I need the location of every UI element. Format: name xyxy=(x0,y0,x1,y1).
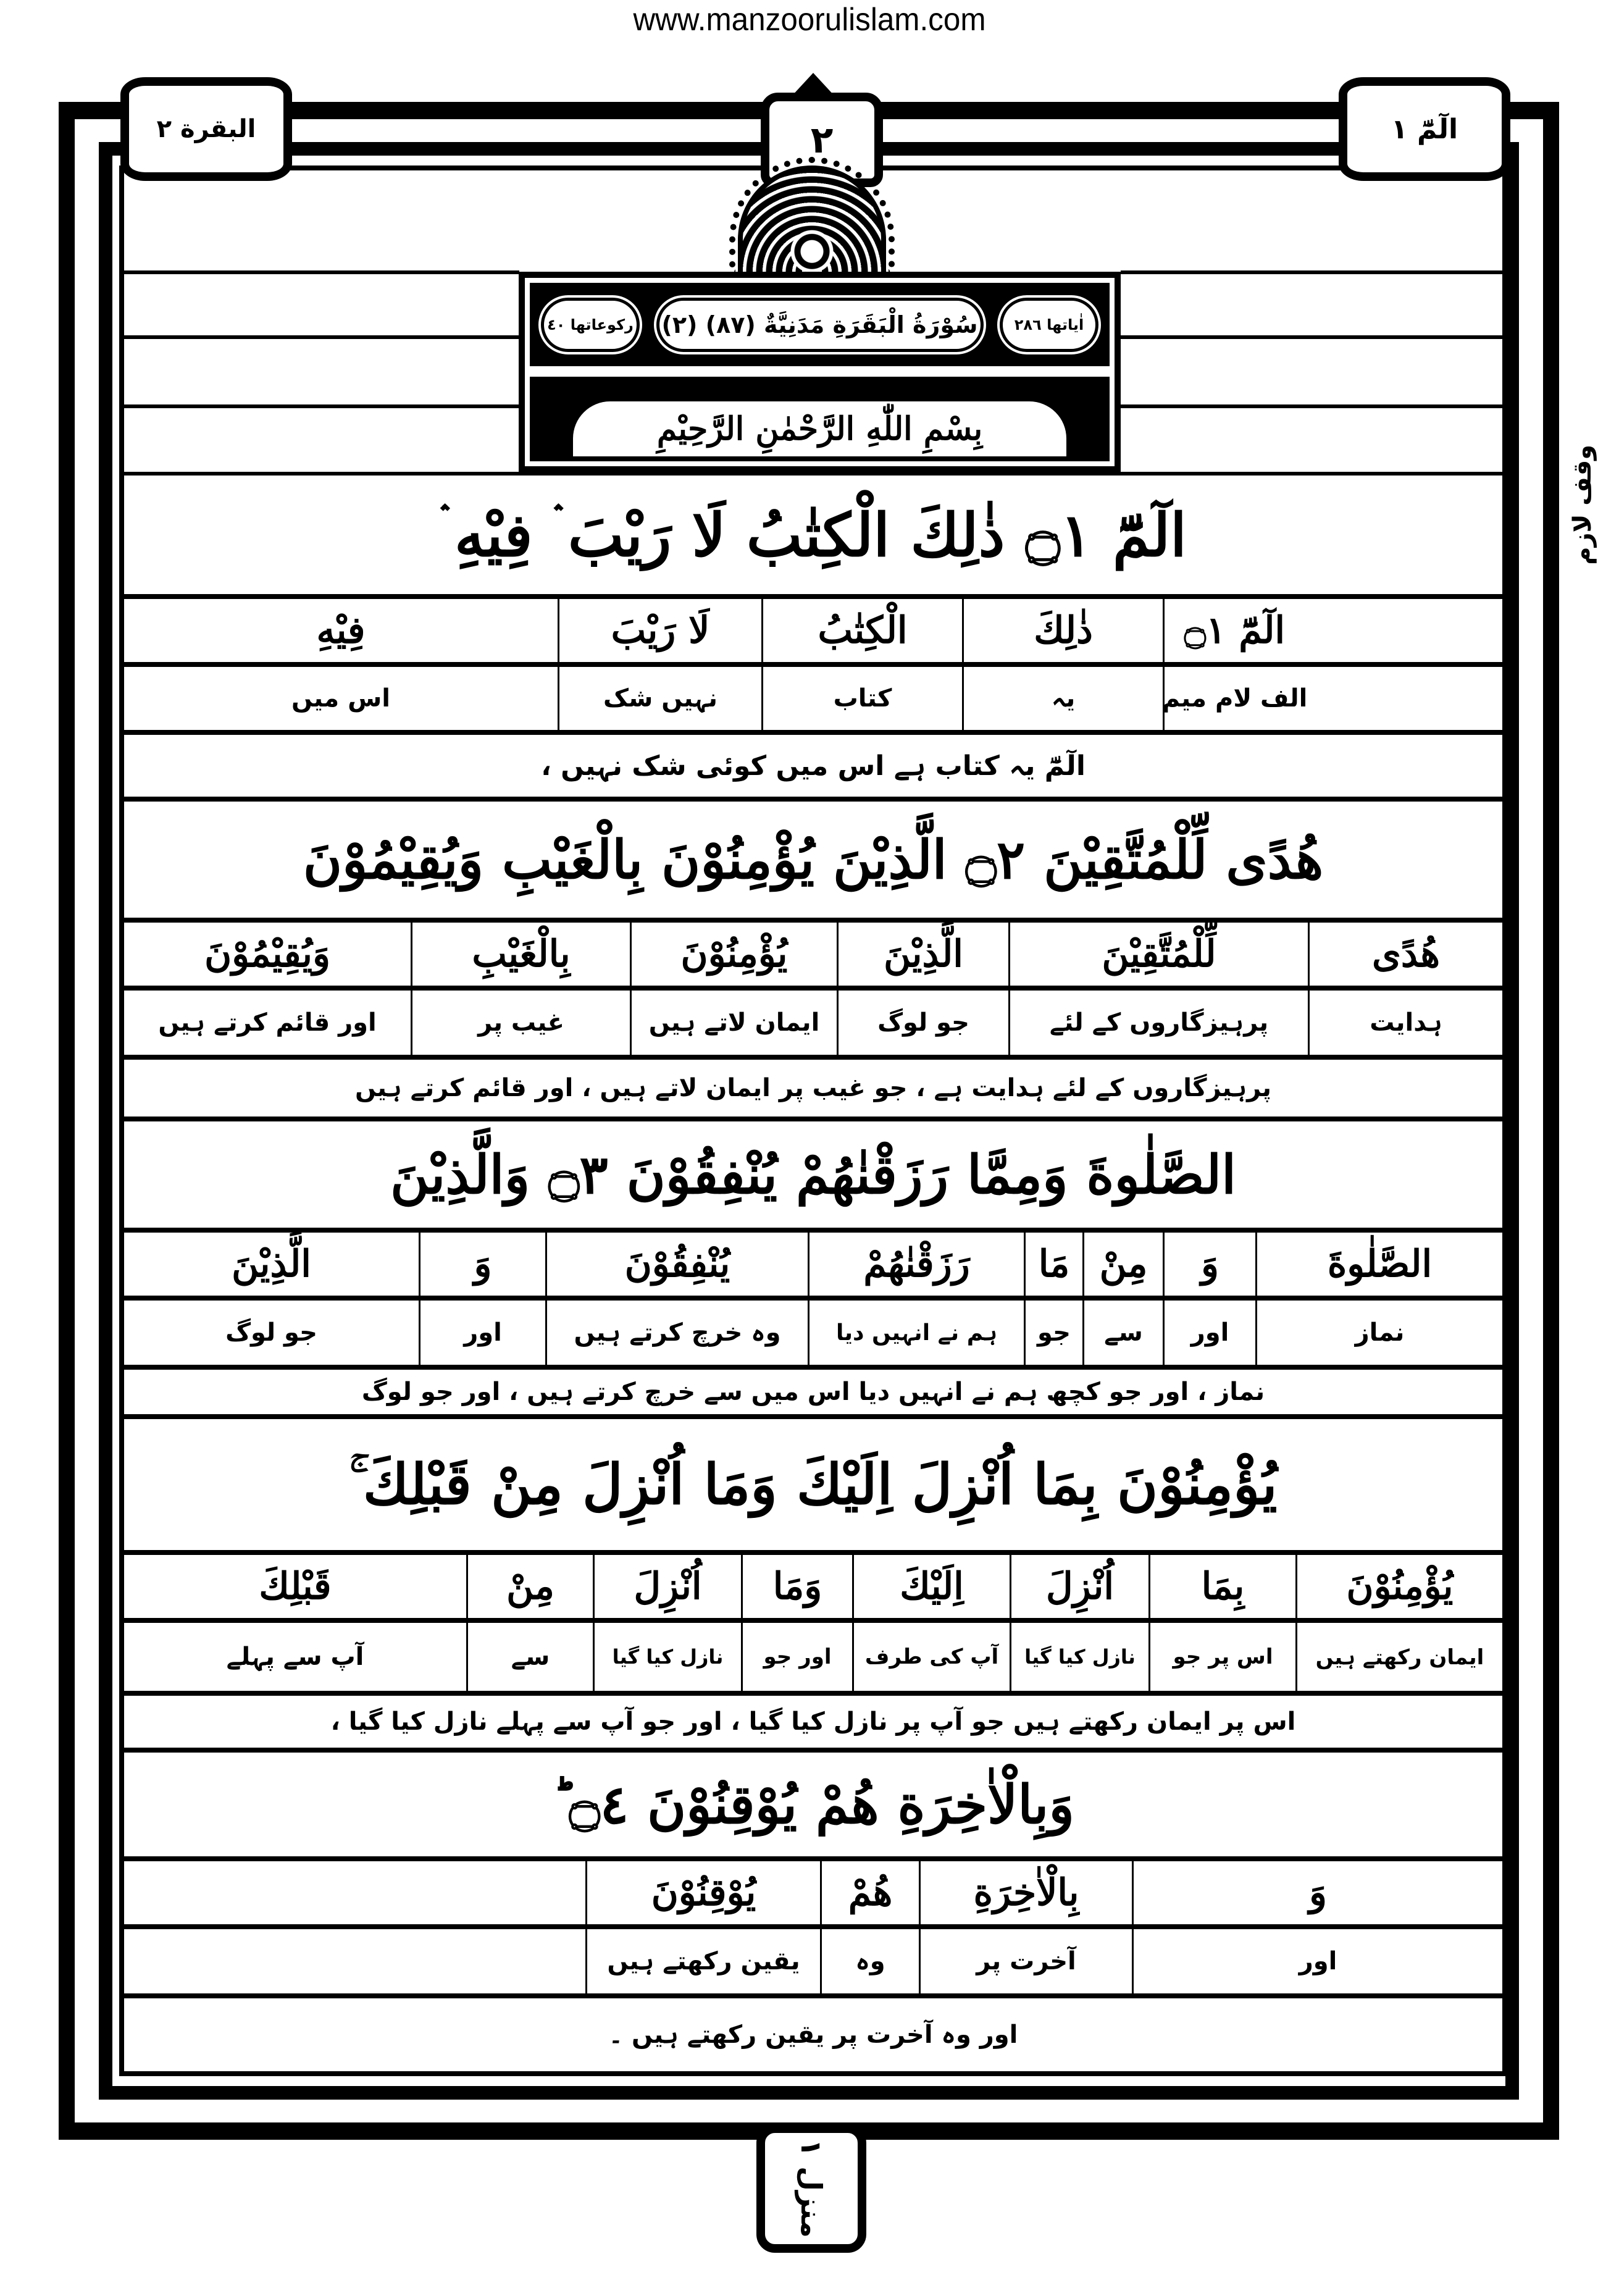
page-number: ٢ xyxy=(810,118,834,162)
blank-cell xyxy=(1305,599,1502,662)
word-grid-arabic xyxy=(124,923,1502,991)
bismillah-band xyxy=(530,377,1110,461)
surah-title-cartouche xyxy=(656,298,984,352)
meaning-cell: وہ xyxy=(820,1929,919,1993)
meaning-cell: ہم نے انہیں دیا xyxy=(808,1301,1024,1365)
word-grid-arabic xyxy=(124,599,1502,667)
meaning-cell: اور xyxy=(1163,1301,1255,1365)
surah-name-tab xyxy=(120,77,292,181)
verse-2-arabic: هُدًى لِّلْمُتَّقِيْنَ ۝٢ الَّذِيْنَ يُؤْمِنُوْنَ بِالْغَيْبِ وَيُقِيْمُوْنَ xyxy=(303,828,1324,891)
meaning-cell: آپ سے پہلے xyxy=(226,1643,364,1671)
meaning-cell: ہدایت xyxy=(1308,991,1502,1055)
meaning-cell: اور xyxy=(419,1301,545,1365)
meaning-cell: ایمان رکھتے ہیں xyxy=(1295,1623,1502,1691)
word-cell: اُنْزِلَ xyxy=(593,1555,741,1618)
meaning-cell: کتاب xyxy=(761,667,962,730)
meaning-cell: اس میں xyxy=(291,684,390,713)
meaning-cell: اور xyxy=(1132,1929,1502,1993)
meaning-cell: غیب پر xyxy=(411,991,630,1055)
word-cell: قَبْلِكَ xyxy=(259,1565,332,1608)
rule-line xyxy=(1121,270,1502,274)
meaning-cell: آخرت پر xyxy=(919,1929,1132,1993)
verse-arabic-line xyxy=(124,1753,1502,1861)
word-cell: وَيُقِيْمُوْنَ xyxy=(204,932,330,976)
word-grid-urdu xyxy=(124,1623,1502,1696)
meaning-cell: جو xyxy=(1024,1301,1082,1365)
ayat-count-cartouche xyxy=(1000,298,1098,352)
verse-1-translation: الٓمّٓ یہ کتاب ہے اس میں کوئی شک نہیں ، xyxy=(541,750,1086,782)
meaning-cell: جو لوگ xyxy=(225,1318,317,1347)
word-cell: هُمْ xyxy=(820,1861,919,1924)
word-cell: يُؤْمِنُوْنَ xyxy=(1295,1555,1502,1618)
word-cell: اِلَيْكَ xyxy=(852,1555,1010,1618)
meaning-cell: نازل کیا گیا xyxy=(593,1623,741,1691)
word-cell: بِمَا xyxy=(1148,1555,1295,1618)
verse-5-arabic: وَبِالْاٰخِرَةِ هُمْ يُوْقِنُوْنَ ۝٤ ؕ xyxy=(552,1773,1074,1836)
meaning-cell: پرہیزگاروں کے لئے xyxy=(1008,991,1308,1055)
surah-banner xyxy=(519,272,1121,472)
floral-medallion-icon xyxy=(738,165,886,272)
verse-arabic-line xyxy=(124,1121,1502,1233)
word-grid-urdu xyxy=(124,991,1502,1060)
surah-title: (٢) سُوْرَةُ الْبَقَرَةِ مَدَنِيَّةٌ (٨٧) xyxy=(661,311,978,338)
surah-title-band xyxy=(530,283,1110,366)
meaning-cell: یقین رکھتے ہیں xyxy=(585,1929,820,1993)
ruku-count: رکوعاتها ٤٠ xyxy=(547,316,634,333)
verse-3-arabic: الصَّلٰوةَ وَمِمَّا رَزَقْنٰهُمْ يُنْفِقُوْنَ ۝٣ وَالَّذِيْنَ xyxy=(390,1143,1237,1206)
bismillah: بِسْمِ اللّٰهِ الرَّحْمٰنِ الرَّحِيْمِ xyxy=(573,401,1066,456)
rule-line xyxy=(1121,335,1502,339)
word-cell: هُدًى xyxy=(1308,923,1502,986)
word-cell: فِيْهِ xyxy=(316,609,366,652)
rule-line xyxy=(124,270,519,274)
website-url[interactable]: www.manzoorulislam.com xyxy=(633,2,986,38)
word-cell: رَزَقْنٰهُمْ xyxy=(808,1233,1024,1296)
meaning-cell: نماز xyxy=(1255,1301,1502,1365)
meaning-cell: نازل کیا گیا xyxy=(1010,1623,1148,1691)
meaning-cell: جو لوگ xyxy=(837,991,1008,1055)
word-cell: يُنْفِقُوْنَ xyxy=(545,1233,808,1296)
manzil-label: منزل ١ xyxy=(795,2139,828,2238)
verse-5-translation: اور وہ آخرت پر یقین رکھتے ہیں ۔ xyxy=(608,2021,1018,2049)
verse-2-translation: پرہیزگاروں کے لئے ہدایت ہے ، جو غیب پر ایمان لاتے ہیں ، اور قائم کرتے ہیں xyxy=(354,1074,1272,1102)
word-cell: يُؤْمِنُوْنَ xyxy=(630,923,837,986)
word-cell: لِّلْمُتَّقِيْنَ xyxy=(1008,923,1308,986)
word-cell: مِنْ xyxy=(466,1555,593,1618)
word-cell: وَ xyxy=(1132,1861,1502,1924)
word-grid-arabic xyxy=(124,1233,1502,1301)
word-cell: الصَّلٰوةَ xyxy=(1255,1233,1502,1296)
verse-arabic-line xyxy=(124,477,1502,599)
verse-4-translation: اس پر ایمان رکھتے ہیں جو آپ پر نازل کیا گیا ، اور جو آپ سے پہلے نازل کیا گیا ، xyxy=(330,1707,1296,1736)
meaning-cell: وہ خرچ کرتے ہیں xyxy=(545,1301,808,1365)
meaning-cell: الف لام میم xyxy=(1163,667,1305,730)
word-cell: وَ xyxy=(1163,1233,1255,1296)
rule-line xyxy=(124,335,519,339)
surah-name-label: البقرة ٢ xyxy=(156,115,256,143)
word-cell: يُوْقِنُوْنَ xyxy=(585,1861,820,1924)
word-cell: وَ xyxy=(419,1233,545,1296)
manzil-marker-tab xyxy=(756,2124,866,2253)
ruku-count-cartouche xyxy=(541,298,640,352)
ayat-count: اٰیاتها ٢٨٦ xyxy=(1014,316,1084,333)
blank-cell xyxy=(124,1929,585,1993)
word-grid-urdu xyxy=(124,667,1502,735)
verse-translation-line xyxy=(124,1696,1502,1753)
word-cell: بِالْاٰخِرَةِ xyxy=(919,1861,1132,1924)
meaning-cell: یہ xyxy=(962,667,1163,730)
meaning-cell: ایمان لاتے ہیں xyxy=(630,991,837,1055)
meaning-cell: اور قائم کرتے ہیں xyxy=(158,1008,377,1037)
word-grid-urdu xyxy=(124,1929,1502,1998)
meaning-cell: سے xyxy=(466,1623,593,1691)
word-grid-arabic xyxy=(124,1861,1502,1929)
blank-cell xyxy=(1305,667,1502,730)
verse-1-arabic: الٓمّٓ ۝١ ذٰلِكَ الْكِتٰبُ لَا رَيْبَ ۛ فِيْهِ ۛ xyxy=(440,500,1187,570)
word-cell: الَّذِيْنَ xyxy=(837,923,1008,986)
word-cell: لَا رَيْبَ xyxy=(558,599,761,662)
margin-waqf-note: وقف لازم xyxy=(1568,445,1597,565)
word-cell: الٓمّٓ ۝١ xyxy=(1163,599,1305,662)
word-cell: الْكِتٰبُ xyxy=(761,599,962,662)
meaning-cell: آپ کی طرف xyxy=(852,1623,1010,1691)
word-grid-urdu xyxy=(124,1301,1502,1370)
meaning-cell: اور جو xyxy=(741,1623,852,1691)
meaning-cell: نہیں شک xyxy=(558,667,761,730)
rule-line xyxy=(1121,404,1502,408)
verse-4-arabic: يُؤْمِنُوْنَ بِمَا اُنْزِلَ اِلَيْكَ وَمَا اُنْزِلَ مِنْ قَبْلِكَ ۚ xyxy=(349,1451,1278,1517)
word-cell: مِنْ xyxy=(1082,1233,1163,1296)
meaning-cell: اس پر جو xyxy=(1148,1623,1295,1691)
meaning-cell: سے xyxy=(1082,1301,1163,1365)
verse-translation-line xyxy=(124,735,1502,802)
word-cell: وَمَا xyxy=(741,1555,852,1618)
verse-3-translation: نماز ، اور جو کچھ ہم نے انہیں دیا اس میں سے خرچ کرتے ہیں ، اور جو لوگ xyxy=(361,1378,1265,1406)
word-cell: ذٰلِكَ xyxy=(962,599,1163,662)
blank-cell xyxy=(124,1861,585,1924)
word-grid-arabic xyxy=(124,1555,1502,1623)
verse-translation-line xyxy=(124,1998,1502,2071)
word-cell: الَّذِيْنَ xyxy=(232,1242,311,1286)
word-cell: اُنْزِلَ xyxy=(1010,1555,1148,1618)
rule-line xyxy=(124,404,519,408)
para-name-tab xyxy=(1339,77,1510,181)
word-cell: مَا xyxy=(1024,1233,1082,1296)
para-name-label: الٓمّٓ ١ xyxy=(1391,113,1458,145)
verse-arabic-line xyxy=(124,1419,1502,1555)
verse-translation-line xyxy=(124,1060,1502,1121)
word-cell: بِالْغَيْبِ xyxy=(411,923,630,986)
verse-arabic-line xyxy=(124,802,1502,923)
verse-translation-line xyxy=(124,1370,1502,1419)
